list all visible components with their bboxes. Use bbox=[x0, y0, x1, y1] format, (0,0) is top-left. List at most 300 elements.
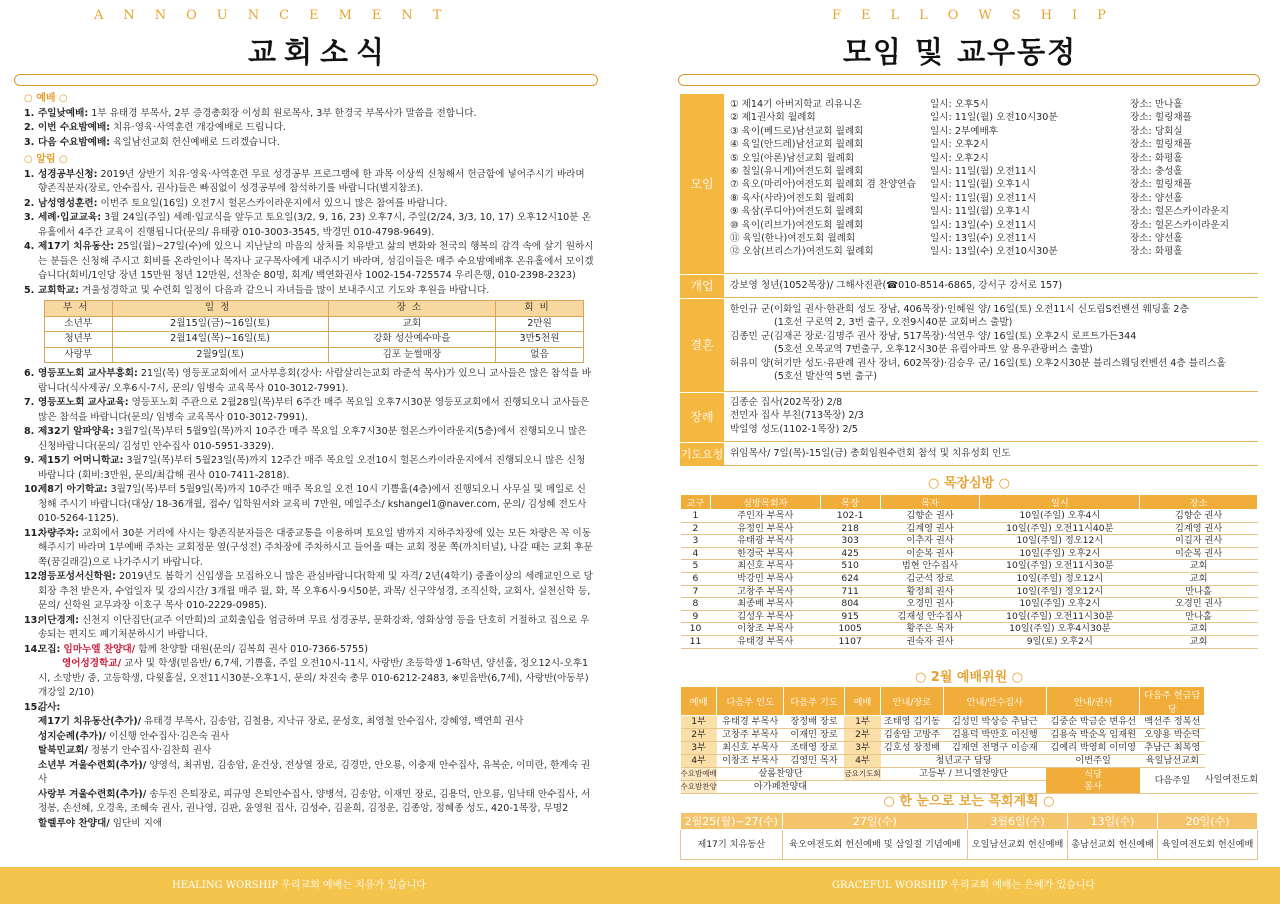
item-text: 25일(월)~27일(수)에 있으니 지난날의 마음의 상처를 치유받고 삶의 변화와 천국의 행복의 감격 속에 살기 원하시는 분들은 신청해 주시고 회비를 온라인이나 목자나 교구목사에게 내주시기 바라며, 섬김이들은 매주 수요밤예배후 온유홀에서 모이겠습니다(회비/1인당 장년 15만원 청년 12만원, 선착순 80명, 회계/ 백연화권사 1002-154-725574 우리은행, 010-2398-2323) bbox=[38, 241, 594, 281]
plan-title: ○ 한 눈으로 보는 목회계획 ○ bbox=[883, 794, 1055, 809]
item-text: 3월 24일(주일) 세례·입교식을 앞두고 토요일(3/2, 9, 16, 23) 오후7시, 주일(2/24, 3/3, 10, 17) 오후12시10분 온유홀에서 4주간 교육이 진행됩니다(문의/ 유태광 010-3003-3545, 박경민 010-4798-9649). bbox=[38, 212, 591, 238]
table-cell: 김재성 안수집사 bbox=[880, 610, 980, 623]
right-header-bar bbox=[678, 74, 1260, 86]
table-cell: 2월15일(금)~16일(토) bbox=[112, 316, 328, 332]
wedding-line: 허유미 양(허기만 성도·유판례 권사 장녀, 602목장)·김승우 군/ 16일(토) 오후2시30분 블리스웨딩컨벤션 4층 블리스홀 bbox=[730, 357, 1226, 369]
table-header: 장소 bbox=[328, 301, 496, 317]
table-cell: 7 bbox=[681, 585, 711, 598]
notice-item bbox=[24, 197, 594, 212]
item-label: 영등포노회 교사부흥회: bbox=[38, 368, 138, 379]
table-cell: 조태영 김기동 bbox=[881, 716, 944, 729]
table-cell: 4부 bbox=[844, 755, 880, 768]
meeting-cell: 일시: 11일(월) 오전11시 bbox=[930, 166, 1037, 178]
table-row bbox=[45, 332, 584, 348]
table-header: 안내/권사 bbox=[1046, 687, 1139, 716]
table-cell: 2월14일(목)~16일(토) bbox=[112, 332, 328, 348]
table-cell: 김성우 부목사 bbox=[710, 610, 820, 623]
meeting-cell: 장소: 헐몬스카이라운지 bbox=[1130, 206, 1229, 218]
right-caption: FELLOWSHIP bbox=[832, 8, 1126, 23]
table-row bbox=[681, 560, 1258, 573]
table-cell: 2부 bbox=[681, 729, 717, 742]
opening-text: 강보영 청년(1052목장)/ 그해사진관(☎010-8514-6865, 강서구 강서로 157) bbox=[730, 280, 1063, 291]
meeting-cell: 일시: 오후2시 bbox=[930, 139, 989, 151]
meeting-cell: 장소: 양선홀 bbox=[1130, 192, 1183, 204]
table-cell: 교회 bbox=[1140, 572, 1258, 585]
meeting-cell: ⑧ 육사(사라)여전도회 월례회 bbox=[730, 192, 855, 204]
table-cell: 624 bbox=[820, 572, 880, 585]
worship-list bbox=[24, 107, 594, 151]
table-cell: 김재연 전명구 이승재 bbox=[943, 742, 1046, 755]
item-label: 영등포노회 교사교육: bbox=[38, 397, 129, 408]
table-cell: 10일(주일) 정오12시 bbox=[980, 585, 1140, 598]
table-cell: 육일남선교회 bbox=[1140, 755, 1205, 768]
thanks-names: 유태경 부목사, 김송암, 김철용, 지낙규 장로, 문성호, 최영철 안수집사, 강혜영, 백연희 권사 bbox=[141, 716, 524, 727]
table-cell: 김군석 장로 bbox=[880, 572, 980, 585]
thanks-group: 할렐루야 찬양대/ bbox=[38, 817, 110, 829]
table-row bbox=[681, 742, 1259, 755]
table-cell: 218 bbox=[820, 522, 880, 535]
item-text: 육일남선교회 헌신예배로 드리겠습니다. bbox=[110, 136, 280, 148]
table-cell: 1107 bbox=[820, 635, 880, 648]
table-cell: 조태영 장로 bbox=[784, 742, 845, 755]
meeting-cell: 일시: 2부예배후 bbox=[930, 125, 998, 137]
prayer-section bbox=[680, 442, 1258, 466]
meeting-cell: 장소: 만나홀 bbox=[1130, 99, 1183, 110]
funeral-line: 박일영 성도(1102-1목장) 2/5 bbox=[730, 423, 858, 435]
thanks-names: 정봉기 안수집사·김찬희 권사 bbox=[87, 745, 212, 756]
table-cell: 유태경 부목사 bbox=[717, 716, 784, 729]
notice-item bbox=[24, 240, 594, 284]
notice-item bbox=[24, 168, 594, 197]
item-label: 영등포성서신학원: bbox=[38, 571, 116, 582]
table-cell: 4 bbox=[681, 547, 711, 560]
meeting-cell: ⑩ 육이(리브가)여전도회 월례회 bbox=[730, 219, 864, 231]
table-cell: 제17기 치유동산 bbox=[681, 830, 783, 860]
meeting-cell: ⑨ 육삼(루디아)여전도회 월례회 bbox=[730, 206, 864, 218]
meeting-cell: 일시: 13일(수) 오전11시 bbox=[930, 233, 1037, 245]
thanks-group: 소년부 겨울수련회(추가)/ bbox=[38, 759, 147, 771]
table-cell: 김영민 목자 bbox=[784, 755, 845, 768]
table-cell: 3만5천원 bbox=[496, 332, 584, 348]
table-cell: 소년부 bbox=[45, 316, 113, 332]
table-cell: 이길자 권사 bbox=[1140, 535, 1258, 548]
table-cell: 유정인 부목사 bbox=[710, 522, 820, 535]
table-cell: 주인자 부목사 bbox=[710, 510, 820, 523]
table-cell: 만나홀 bbox=[1140, 610, 1258, 623]
table-cell: 김송암 고방주 bbox=[881, 729, 944, 742]
thanks-item bbox=[38, 730, 594, 745]
right-title: 모임 및 교우동정 bbox=[842, 35, 1078, 69]
table-header: 목장 bbox=[820, 495, 880, 510]
table-header: 예배 bbox=[844, 687, 880, 716]
item-label: 세례·입교교육: bbox=[38, 212, 102, 223]
table-cell: 10일(주일) 정오12시 bbox=[980, 572, 1140, 585]
meeting-cell: ② 제1권사회 월례회 bbox=[730, 112, 816, 124]
item-text: 겨울성경학교 및 수련회 일정이 다음과 같으니 자녀들을 많이 보내주시고 기도와 후원을 바랍니다. bbox=[78, 284, 490, 296]
thanks-item bbox=[38, 715, 594, 730]
table-cell: 김향순 권사 bbox=[880, 510, 980, 523]
meeting-cell: 일시: 13일(수) 오전10시30분 bbox=[930, 246, 1058, 258]
notice-item bbox=[24, 107, 594, 122]
item-number: 9. bbox=[24, 455, 35, 466]
table-cell: 김성민 박상승 추남근 bbox=[943, 716, 1046, 729]
item-text: 3월7일(목)부터 5월23일(목)까지 12주간 매주 목요일 오전10시 헐몬스카이라운지에서 진행되오니 많은 신청바랍니다 (회비:3만원, 문의/최갑해 권사 010-7411-2818). bbox=[38, 455, 586, 481]
notice-item bbox=[24, 396, 594, 425]
table-cell: 510 bbox=[820, 560, 880, 573]
table-cell: 최신호 부목사 bbox=[717, 742, 784, 755]
worship-heading: ○ 예배 ○ bbox=[24, 93, 68, 104]
table-cell: 황주은 목자 bbox=[880, 623, 980, 636]
table-cell: 황정희 권사 bbox=[880, 585, 980, 598]
table-cell: 2부 bbox=[844, 729, 880, 742]
table-header: 다음주 인도 bbox=[717, 687, 784, 716]
left-header-bar bbox=[14, 74, 598, 86]
item-number: 3. bbox=[24, 136, 35, 148]
opening-section bbox=[680, 274, 1258, 298]
wedding-label: 결혼 bbox=[680, 299, 724, 392]
meeting-cell: 일시: 11일(월) 오후1시 bbox=[930, 206, 1031, 218]
item-text: 교회에서 30분 거리에 사시는 향존직분자들은 대중교통을 이용하며 토요일 밤까지 지하주차장에 있는 모든 차량은 꼭 이동해주시기 바라며 1부예배 주차는 교회정문 옆(구성전) 주차장에 주차하시고 들어올 때는 교회 정문 쪽(까치터널), 나갈 때는 교회 후문 쪽(꿈길래길)으로 나가주시기 바랍니다. bbox=[38, 527, 593, 568]
table-cell: 한경국 부목사 bbox=[710, 547, 820, 560]
item-text: 2019년 상반기 치유·영육·사역훈련 무료 성경공부 프로그램에 한 과목 이상씩 신청해서 헌금함에 넣어주시기 바라며 향존직분자(장로, 안수집사, 권사)들은 빠짐없이 성경공부에 참석하기를 바랍니다(별지참조). bbox=[38, 168, 585, 194]
visit-table bbox=[680, 494, 1258, 649]
funeral-label: 장례 bbox=[680, 393, 724, 442]
table-cell: 수요밤예배 bbox=[681, 768, 717, 781]
notice-item bbox=[24, 527, 594, 571]
item-label: 주일낮예배: bbox=[38, 107, 89, 119]
table-cell: 711 bbox=[820, 585, 880, 598]
funeral-section bbox=[680, 392, 1258, 442]
table-cell: 교회 bbox=[328, 316, 496, 332]
table-cell: 김계영 권사 bbox=[1140, 522, 1258, 535]
table-cell: 없음 bbox=[496, 347, 584, 363]
announcement-body bbox=[24, 92, 594, 831]
table-cell: 육일여전도회 헌신예배 bbox=[1158, 830, 1258, 860]
meetings-list bbox=[730, 98, 1280, 259]
table-header: 심방목회자 bbox=[710, 495, 820, 510]
meeting-cell: ③ 육이(베드로)남선교회 월례회 bbox=[730, 125, 864, 137]
item-text: 3월7일(목)부터 5월9일(목)까지 10주간 매주 목요일 오전 10시 기쁨홀(4층)에서 진행되오니 사무실 및 메일로 신청해 주시기 바랍니다(대상/ 18-36개월, 접수/ 입학원서와 교육비 7만원, 메일주소/ kshangel1@naver.com, 문의/ 김성혜 전도사 010-5264-1125). bbox=[38, 484, 587, 524]
meeting-cell: 장소: 힐링채플 bbox=[1130, 112, 1192, 124]
table-header: 일정 bbox=[112, 301, 328, 317]
school-table bbox=[44, 300, 584, 363]
meeting-row bbox=[730, 219, 1280, 232]
meeting-cell: 일시: 11일(월) 오후1시 bbox=[930, 179, 1031, 191]
table-cell: 이순복 권사 bbox=[1140, 547, 1258, 560]
notice-item bbox=[24, 367, 594, 396]
table-cell: 김포 눈썰매장 bbox=[328, 347, 496, 363]
thanks-item bbox=[38, 788, 594, 817]
meeting-row bbox=[730, 245, 1280, 258]
table-row bbox=[681, 610, 1258, 623]
meeting-cell: 장소: 화평홀 bbox=[1130, 246, 1183, 258]
item-label: 교회학교: bbox=[38, 284, 79, 296]
wedding-line: 김종민 군(김재곤 장로·김명주 권사 장남, 517목장)·석연우 양/ 16일(토) 오후2시 로프트가든344 bbox=[730, 330, 1137, 342]
thanks-names: 이신행 안수집사·김은숙 권사 bbox=[105, 730, 230, 742]
table-cell: 10 bbox=[681, 623, 711, 636]
table-cell: 2만원 bbox=[496, 316, 584, 332]
table-cell: 이창조 부목사 bbox=[710, 623, 820, 636]
notice-list-a bbox=[24, 168, 594, 299]
item-number: 1. bbox=[24, 107, 35, 119]
thanks-item bbox=[38, 744, 594, 759]
meeting-cell: ⑫ 오삼(브리스가)여전도회 월례회 bbox=[730, 246, 874, 258]
funeral-line: 전민자 집사 부친(713목장) 2/3 bbox=[730, 410, 864, 422]
table-cell: 사랑부 bbox=[45, 347, 113, 363]
table-cell: 유태경 부목사 bbox=[710, 635, 820, 648]
table-header: 장소 bbox=[1140, 495, 1258, 510]
meeting-cell: 일시: 오후2시 bbox=[930, 152, 989, 164]
prayer-text: 위임목사/ 7일(목)-15일(금) 총회임원수련회 참석 및 치유성회 인도 bbox=[730, 448, 1011, 459]
meeting-row bbox=[730, 152, 1280, 165]
table-cell: 102-1 bbox=[820, 510, 880, 523]
notice-heading: ○ 알림 ○ bbox=[24, 154, 68, 165]
table-header: 부서 bbox=[45, 301, 113, 317]
table-row bbox=[681, 729, 1259, 742]
notice-list-b bbox=[24, 367, 594, 643]
meeting-cell: ⑤ 오일(아론)남선교회 월례회 bbox=[730, 152, 855, 164]
meeting-row bbox=[730, 205, 1280, 218]
meeting-row bbox=[730, 125, 1280, 138]
table-header: 3월6일(수) bbox=[968, 813, 1068, 830]
thanks-names: 임단비 지애 bbox=[109, 817, 163, 829]
item-label: 다음 수요밤예배: bbox=[38, 136, 111, 148]
item-number: 8. bbox=[24, 426, 35, 437]
wedding-line: (5호선 발산역 5번 출구) bbox=[774, 371, 877, 383]
table-cell: 범현 안수집사 bbox=[880, 560, 980, 573]
plan-table bbox=[680, 812, 1258, 860]
table-cell: 김중순 박금순 변유선 bbox=[1046, 716, 1139, 729]
table-cell: 10일(주일) 오후4시30분 bbox=[980, 623, 1140, 636]
table-cell: 1005 bbox=[820, 623, 880, 636]
table-header: 다음주 기도 bbox=[784, 687, 845, 716]
table-cell: 오경민 권사 bbox=[1140, 598, 1258, 611]
table-cell: 김향순 권사 bbox=[1140, 510, 1258, 523]
prayer-label: 기도요청 bbox=[680, 443, 724, 466]
table-cell: 이순복 권사 bbox=[880, 547, 980, 560]
table-row bbox=[681, 522, 1258, 535]
table-cell: 김용숙 박순옥 임재원 bbox=[1046, 729, 1139, 742]
table-cell: 고창주 부목사 bbox=[717, 729, 784, 742]
table-cell: 이번주일 bbox=[1046, 755, 1139, 768]
table-cell: 최신호 부목사 bbox=[710, 560, 820, 573]
table-row bbox=[681, 572, 1258, 585]
table-row bbox=[45, 347, 584, 363]
item-text: 치유·영육·사역훈련 개강예배로 드립니다. bbox=[110, 122, 286, 133]
table-cell: 1 bbox=[681, 510, 711, 523]
table-cell: 6 bbox=[681, 572, 711, 585]
wedding-line: 한인규 군(이화일 권사·한관희 성도 장남, 406목장)·인혜원 양/ 16일(토) 오전11시 신도림S컨벤션 웨딩홀 2층 bbox=[730, 304, 1189, 315]
item-text: 영등포노회 주관으로 2월28일(목)부터 6주간 매주 목요일 오후7시30분 영등포교회에서 진행되오니 교사들은 많은 참석을 바랍니다(문의/ 임병숙 교육목사 010-3012-7991). bbox=[38, 397, 590, 423]
notice-item bbox=[24, 614, 594, 643]
table-cell: 박강민 부목사 bbox=[710, 572, 820, 585]
table-cell: 고창주 부목사 bbox=[710, 585, 820, 598]
meeting-cell: 장소: 헐몬스카이라운지 bbox=[1130, 219, 1229, 231]
table-cell: 김계영 권사 bbox=[880, 522, 980, 535]
item-text: 21일(목) 영등포교회에서 교사부흥회(강사: 사람살리는교회 라준석 목사)가 있으니 교사들은 많은 참석을 바랍니다(식사제공/ 오후6시-7시, 문의/ 임병숙 교육목사 010-3012-7991). bbox=[38, 368, 592, 394]
table-cell: 오일남선교회 헌신예배 bbox=[968, 830, 1068, 860]
table-cell: 백선주 정복선 bbox=[1140, 716, 1205, 729]
wedding-section bbox=[680, 298, 1258, 392]
table-cell: 장정배 장로 bbox=[784, 716, 845, 729]
table-header: 27일(수) bbox=[782, 813, 968, 830]
table-header: 2월25(월)~27(수) bbox=[681, 813, 783, 830]
table-row bbox=[681, 768, 1259, 781]
notice-item: 14. 모집: 임마누엘 찬양대/ 함께 찬양할 대원(문의/ 김복희 권사 010-7366-5755) 영어성경학교/ 교사 및 학생(믿음반/ 6,7세, 기쁨홀, 주일 오전10시-11시, 사랑반/ 초등학생 1-6학년, 양선홀, 정오12시-오후1시, 소망반/ 중, 고등학생, 다윗홀실, 오전11시30분-오후1시, 문의/ 차진숙 총무 010-6212-2483, ※믿음반(6,7세), 사랑반(아동부) 개강일 2/10) bbox=[24, 643, 589, 698]
table-cell: 강화 성산예수마을 bbox=[328, 332, 496, 348]
item-label: 남성영성훈련: bbox=[38, 197, 98, 209]
notice-item bbox=[24, 284, 594, 299]
item-number: 7. bbox=[24, 397, 35, 408]
meeting-row bbox=[730, 165, 1280, 178]
item-number: 13. bbox=[24, 614, 41, 626]
table-cell: 10일(주일) 오전11시40분 bbox=[980, 522, 1140, 535]
worship-title: ○ 2월 예배위원 ○ bbox=[914, 670, 1024, 685]
table-cell: 이창조 부목사 bbox=[717, 755, 784, 768]
table-cell: 금요기도회 bbox=[844, 768, 880, 781]
table-cell: 2 bbox=[681, 522, 711, 535]
table-header: 교구 bbox=[681, 495, 711, 510]
table-row bbox=[681, 535, 1258, 548]
table-cell: 10일(주일) 오전11시30분 bbox=[980, 560, 1140, 573]
meeting-row bbox=[730, 111, 1280, 124]
table-header: 안내/안수집사 bbox=[943, 687, 1046, 716]
table-cell: 4부 bbox=[681, 755, 717, 768]
item-text: 이번주 토요일(16일) 오전7시 헐몬스카이라운지에서 있으니 많은 참여를 바랍니다. bbox=[97, 197, 448, 209]
table-cell: 425 bbox=[820, 547, 880, 560]
meeting-row bbox=[730, 232, 1280, 245]
thanks-group: 탈북민교회/ bbox=[38, 745, 88, 756]
table-cell: 김예리 박영희 이미영 bbox=[1046, 742, 1139, 755]
table-row bbox=[45, 316, 584, 332]
table-cell: 9 bbox=[681, 610, 711, 623]
item-label: 제15기 어머니학교: bbox=[38, 455, 124, 466]
meeting-cell: 장소: 힐링채플 bbox=[1130, 139, 1192, 151]
table-cell: 이재민 장로 bbox=[784, 729, 845, 742]
notice-item: 15. 감사: 제17기 치유동산(추가)/ 유태경 부목사, 김송암, 김철용, 지낙규 장로, 문성호, 최영철 안수집사, 강혜영, 백연희 권사 성지순례(추가)/ 이신행 안수집사·김은숙 권사 탈북민교회/ 정봉기 안수집사·김찬희 권사 소년부 겨울수련회(추가)/ 양영석, 최귀범, 김송암, 윤건상, 전상열 장로, 김경만, 안오룡, 이충재 안수집사, 유복순, 이미란, 한계숙 권사 사랑부 겨울수련회(추가)/ 송두진 은퇴장로, 피규영 은퇴안수집사, 양병석, 김송암, 이재민 장로, 김용덕, 안오룡, 임낙태 안수집사, 서정봉, 손선혜, 오경옥, 조혜숙 권사, 권나영, 김판, 윤영원 집사, 김성수, 김윤희, 김정운, 김종앙, 정혜종 성도, 420-1목장, 무명2 할렐루야 찬양대/ 임단비 지애 bbox=[24, 701, 594, 832]
table-row bbox=[681, 547, 1258, 560]
thanks-list bbox=[38, 715, 594, 831]
meeting-cell: 일시: 11일(월) 오전10시30분 bbox=[930, 112, 1058, 124]
funeral-line: 김종순 집사(202목장) 2/8 bbox=[730, 397, 843, 408]
dining-label: 식당 bbox=[1084, 768, 1103, 780]
table-cell: 915 bbox=[820, 610, 880, 623]
notice-item bbox=[24, 211, 594, 240]
item-number: 1. bbox=[24, 168, 35, 180]
visit-title: ○ 목장심방 ○ bbox=[928, 476, 1010, 491]
item-text: 1부 유태경 부목사, 2부 증경총회장 이성희 원로목사, 3부 한경국 부목사가 말씀을 전합니다. bbox=[88, 107, 477, 119]
table-cell: 김호성 장정배 bbox=[881, 742, 944, 755]
table-cell: 고등부 / 브니엘찬양단 bbox=[881, 768, 1047, 781]
table-row bbox=[681, 598, 1258, 611]
left-caption: ANNOUNCEMENT bbox=[94, 8, 462, 23]
table-cell: 8 bbox=[681, 598, 711, 611]
left-footer: HEALING WORSHIP 우리교회 예배는 치유가 있습니다 bbox=[0, 867, 640, 904]
item-number: 11. bbox=[24, 527, 41, 539]
table-cell: 이추자 권사 bbox=[880, 535, 980, 548]
table-cell: 육오여전도회 헌신예배 및 삼일절 기념예배 bbox=[782, 830, 968, 860]
table-header: 다음주 헌금담당 bbox=[1140, 687, 1205, 716]
table-cell: 유태광 부목사 bbox=[710, 535, 820, 548]
table-cell: 9일(토) 오후2시 bbox=[980, 635, 1140, 648]
thanks-group: 제17기 치유동산(추가)/ bbox=[38, 716, 142, 727]
table-cell: 교회 bbox=[1140, 623, 1258, 636]
thanks-names: 송두진 은퇴장로, 피규영 은퇴안수집사, 양병석, 김송암, 이재민 장로, 김용덕, 안오룡, 임낙태 안수집사, 서정봉, 손선혜, 오경옥, 조혜숙 권사, 권나영, 김판, 윤영원 집사, 김성수, 김윤희, 김정운, 김종앙, 정혜종 성도, 420-1목장, 무명2 bbox=[38, 788, 591, 814]
table-cell: 교회 bbox=[1140, 560, 1258, 573]
wedding-line: (1호선 구로역 2, 3번 출구, 오전9시40분 교회버스 출발) bbox=[774, 317, 1013, 329]
table-header: 안내/장로 bbox=[881, 687, 944, 716]
item-number: 5. bbox=[24, 284, 35, 296]
thanks-item bbox=[38, 759, 594, 788]
meeting-row bbox=[730, 178, 1280, 191]
table-cell: 10일(주일) 오후4시 bbox=[980, 510, 1140, 523]
item-label: 이번 수요밤예배: bbox=[38, 122, 111, 133]
table-cell: 3부 bbox=[681, 742, 717, 755]
table-cell: 청년교구 담당 bbox=[881, 755, 1047, 768]
table-cell: 교회 bbox=[1140, 635, 1258, 648]
item-number: 4. bbox=[24, 241, 35, 252]
table-cell: 권숙자 권사 bbox=[880, 635, 980, 648]
wedding-list bbox=[730, 303, 1226, 383]
item-label: 차량주차: bbox=[38, 527, 79, 539]
table-cell: 최종배 부목사 bbox=[710, 598, 820, 611]
table-cell: 사일여전도회 bbox=[1205, 768, 1258, 794]
notice-item bbox=[24, 425, 594, 454]
wedding-line: (5호선 오목교역 7번출구, 오후12시30분 유림아파트 앞 용우관광버스 출발) bbox=[774, 344, 1093, 356]
table-header: 일시 bbox=[980, 495, 1140, 510]
table-row bbox=[681, 623, 1258, 636]
table-cell: 오양용 박순덕 bbox=[1140, 729, 1205, 742]
table-cell: 2월9일(토) bbox=[112, 347, 328, 363]
meeting-cell: 일시: 11일(월) 오전11시 bbox=[930, 192, 1037, 204]
meeting-cell: 장소: 양선홀 bbox=[1130, 233, 1183, 245]
table-header: 13일(수) bbox=[1067, 813, 1157, 830]
dining-label: 봉사 bbox=[1084, 780, 1103, 792]
item-text: 신천지 이단집단(교주 이만희)의 교회출입을 엄금하며 무료 성경공부, 문화강좌, 영화상영 등을 단호히 거절하고 집으로 우송되는 편지도 폐기처분하시기 바랍니다. bbox=[38, 614, 590, 640]
item-number: 6. bbox=[24, 368, 35, 379]
table-cell: 청년부 bbox=[45, 332, 113, 348]
table-cell: 만나홀 bbox=[1140, 585, 1258, 598]
table-header: 목자 bbox=[880, 495, 980, 510]
meeting-row bbox=[730, 98, 1280, 111]
table-header: 회비 bbox=[496, 301, 584, 317]
funeral-list bbox=[730, 396, 864, 436]
item-number: 3. bbox=[24, 212, 35, 223]
thanks-names: 양영석, 최귀범, 김송암, 윤건상, 전상열 장로, 김경만, 안오룡, 이충재 안수집사, 유복순, 이미란, 한계숙 권사 bbox=[38, 759, 591, 785]
meetings-label: 모임 bbox=[680, 94, 724, 274]
table-cell: 10일(주일) 오후2시 bbox=[980, 547, 1140, 560]
table-cell: 804 bbox=[820, 598, 880, 611]
thanks-group: 성지순례(추가)/ bbox=[38, 730, 106, 742]
notice-item bbox=[24, 121, 594, 136]
meeting-cell: 장소: 힐링채플 bbox=[1130, 179, 1192, 191]
table-cell: 김용덕 박만호 이신행 bbox=[943, 729, 1046, 742]
table-cell: 오경민 권사 bbox=[880, 598, 980, 611]
table-cell: 추남근 최복영 bbox=[1140, 742, 1205, 755]
table-row bbox=[681, 716, 1259, 729]
notice-item bbox=[24, 483, 594, 527]
meeting-cell: ⑪ 육일(한나)여전도회 월례회 bbox=[730, 233, 856, 245]
table-cell: 살롬찬양단 bbox=[717, 768, 845, 781]
notice-item bbox=[24, 570, 594, 614]
meetings-section bbox=[680, 94, 1258, 274]
table-cell: 아가페찬양대 bbox=[717, 781, 845, 794]
item-label: 이단경계: bbox=[38, 614, 79, 626]
table-cell: 3부 bbox=[844, 742, 880, 755]
table-cell: 다음주일 bbox=[1140, 768, 1205, 794]
meeting-cell: 장소: 충성홀 bbox=[1130, 166, 1183, 178]
item-text: 2019년도 봄학기 신입생을 모집하오니 많은 관심바랍니다(학제 및 자격/ 2년(4학기) 중졸이상의 세례교인으로 당회장 추천 받은자, 수업일자 및 강의시간/ 3개월 매주 월, 화, 목 오후6시-9시50분, 과목/ 신구약성경, 조직신학, 교회사, 실천신학 등, 문의/ 신학원 교무과장 이호구 목사 010-2229-0985). bbox=[38, 571, 593, 611]
